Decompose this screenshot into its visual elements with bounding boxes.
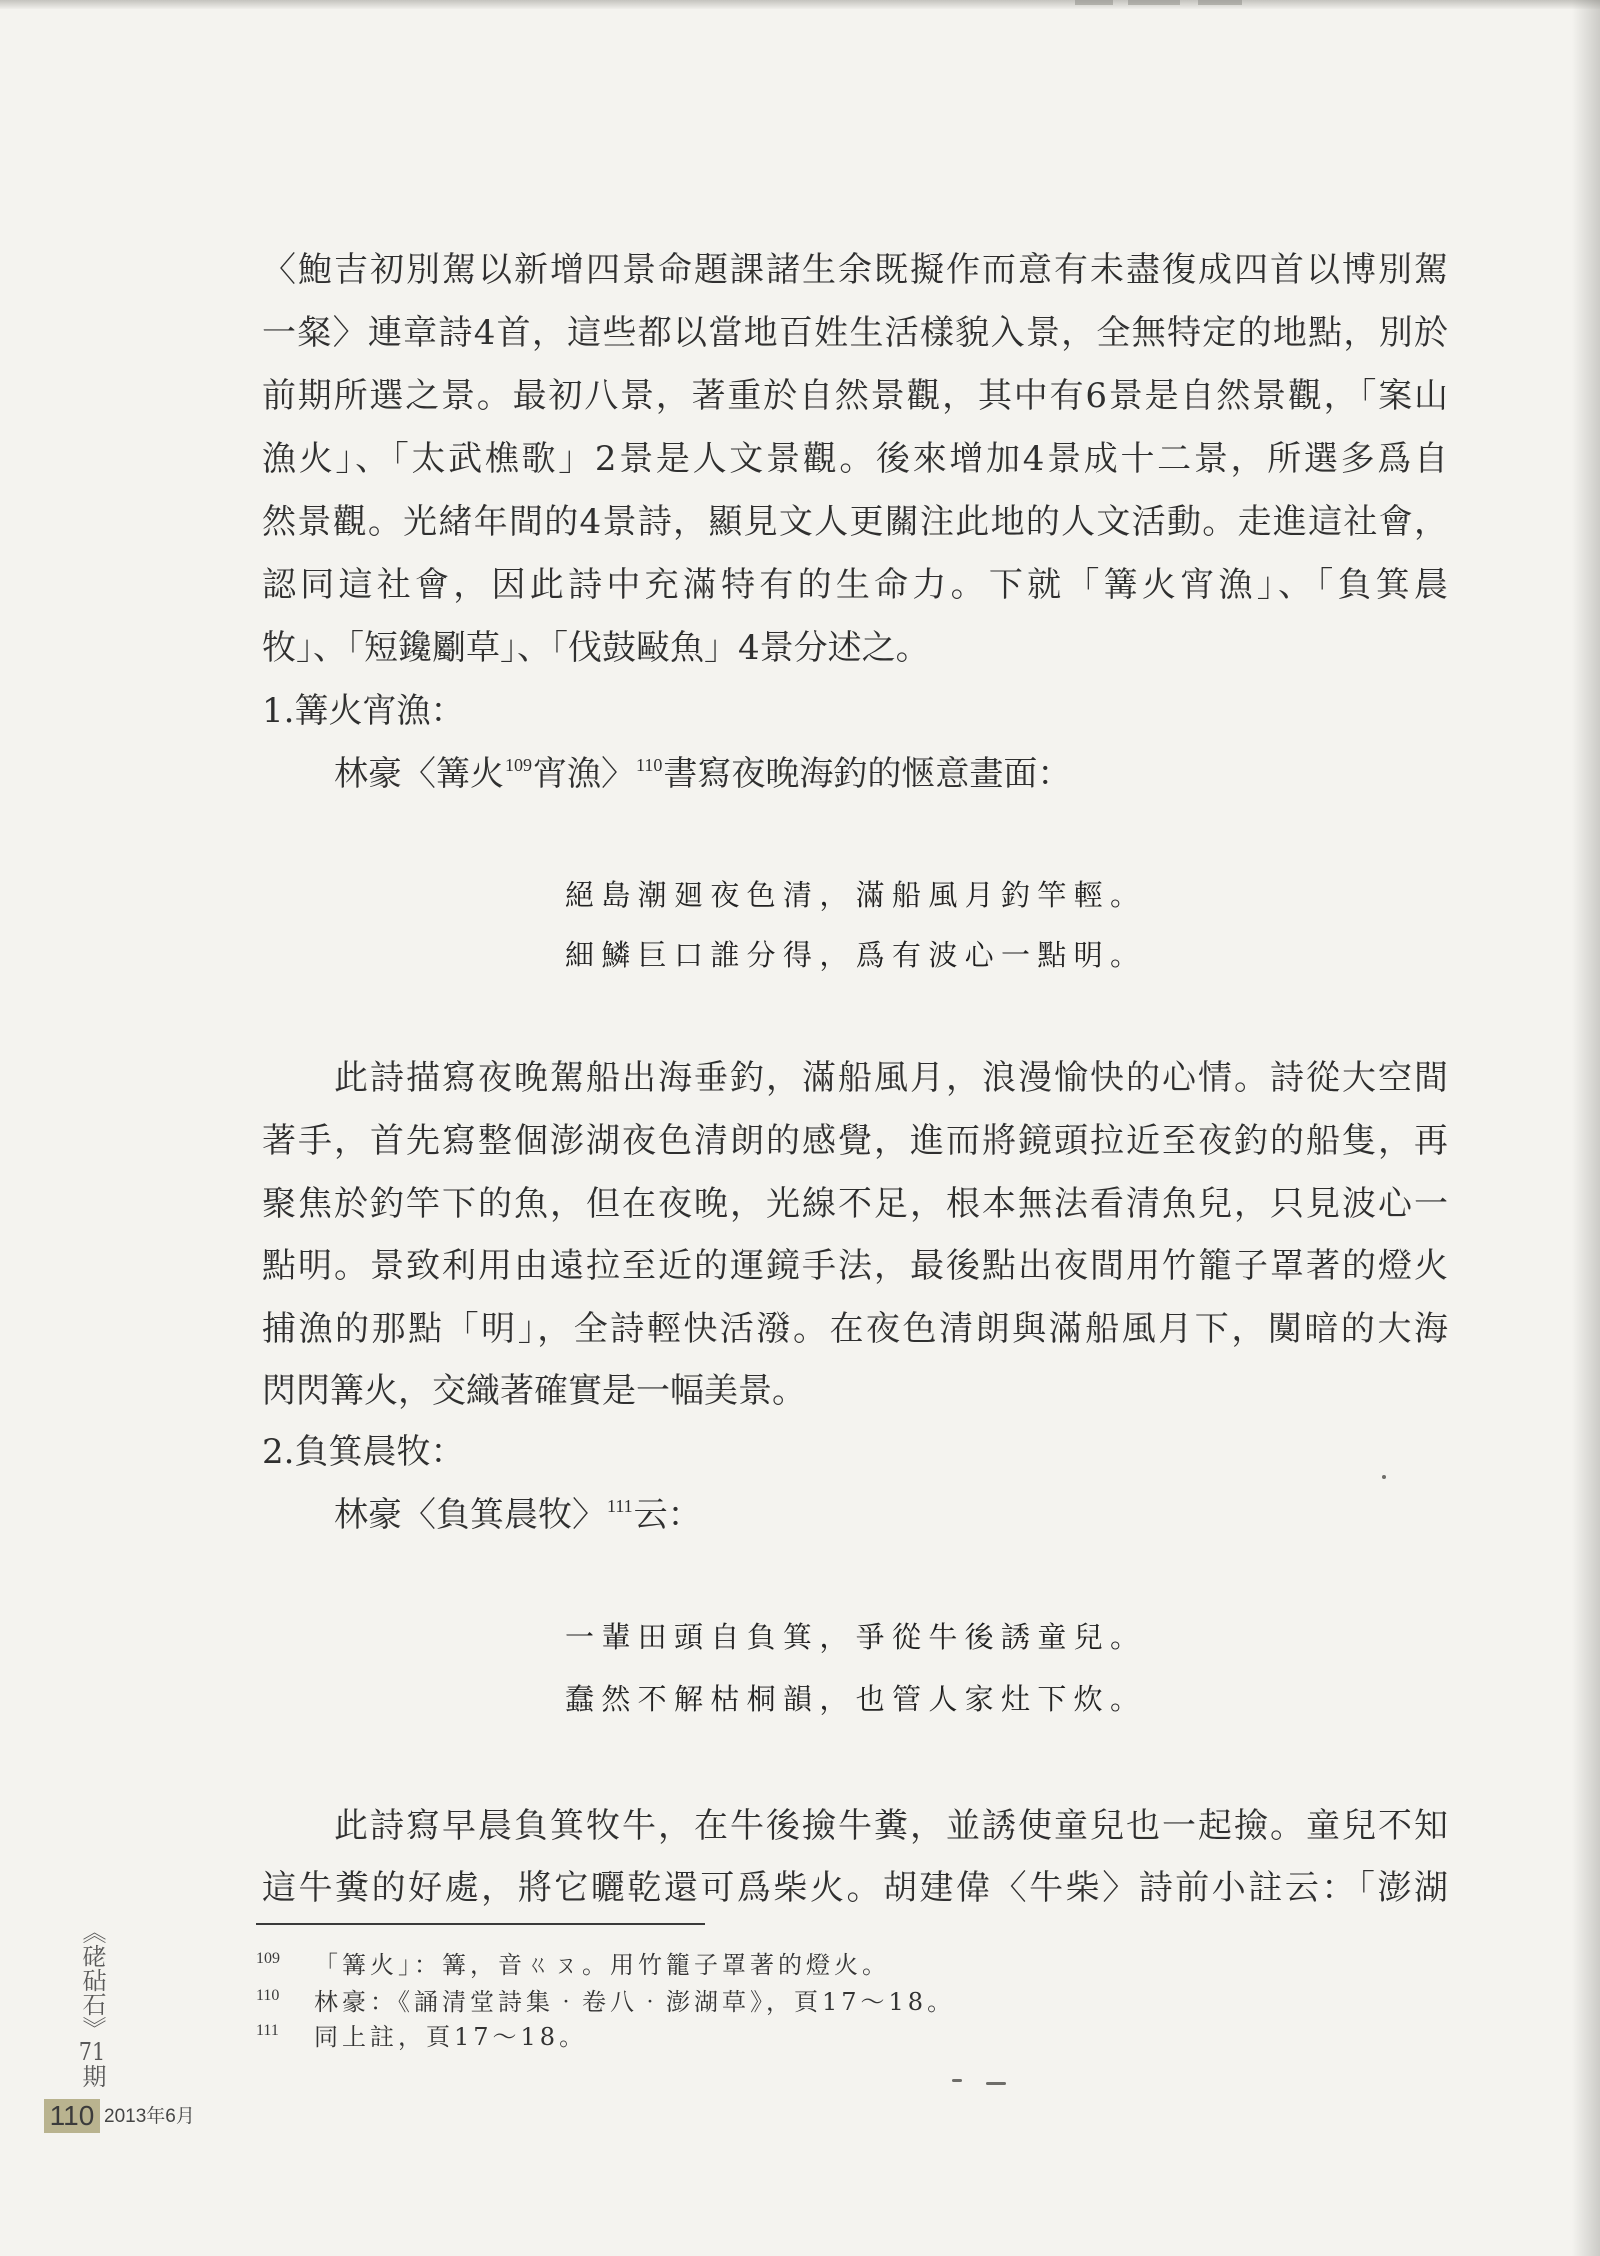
poem-line: 細鱗巨口誰分得，爲有波心一點明。 <box>565 938 1139 972</box>
poem-line: 蠢然不解枯桐韻，也管人家灶下炊。 <box>565 1682 1139 1716</box>
footnote-ref: 110 <box>636 755 663 775</box>
paragraph-1-line: 漁火」、「太武樵歌」2景是人文景觀。後來增加4景成十二景，所選多爲自 <box>262 439 1448 479</box>
scan-bleed-mark <box>1128 0 1180 5</box>
scan-speck <box>952 2079 962 2082</box>
paragraph-2-line: 此詩描寫夜晚駕船出海垂釣，滿船風月，浪漫愉快的心情。詩從大空間 <box>334 1058 1448 1098</box>
footnote <box>256 1949 1446 1981</box>
journal-title-vertical <box>79 1920 105 2100</box>
footnote-number: 109 <box>256 1950 280 1967</box>
journal-name: 《硓砧石》 <box>78 1920 106 2040</box>
footnote-ref: 111 <box>607 1496 633 1516</box>
poem-line: 一輩田頭自負箕，爭從牛後誘童兒。 <box>565 1620 1139 1654</box>
footnote-separator <box>256 1923 705 1925</box>
paragraph-3-line: 此詩寫早晨負箕牧牛，在牛後撿牛糞，並誘使童兒也一起撿。童兒不知 <box>334 1806 1448 1846</box>
paragraph-1-line: 認同這社會，因此詩中充滿特有的生命力。下就「篝火宵漁」、「負箕晨 <box>262 565 1448 605</box>
footnote-text: 「篝火」：篝，音ㄍㄡ。用竹籠子罩著的燈火。 <box>314 1951 890 1979</box>
section-heading: 2.負箕晨牧： <box>262 1432 465 1472</box>
paragraph-2-line: 著手，首先寫整個澎湖夜色清朗的感覺，進而將鏡頭拉近至夜釣的船隻，再 <box>262 1121 1448 1161</box>
section-heading: 1.篝火宵漁： <box>262 691 465 731</box>
footnote <box>256 2021 1446 2053</box>
intro-text: 書寫夜晚海釣的愜意畫面： <box>663 754 1072 794</box>
paragraph-1-line: 牧」、「短鑱劚草」、「伐鼓敺魚」4景分述之。 <box>262 628 930 668</box>
intro-text: 宵漁〉 <box>533 754 635 794</box>
paragraph-3-line: 這牛糞的好處，將它曬乾還可爲柴火。胡建偉〈牛柴〉詩前小註云：「澎湖 <box>262 1868 1448 1908</box>
footnote-text: 同上註，頁17～18。 <box>314 2023 588 2051</box>
section-intro-line <box>334 1492 1448 1538</box>
issue-number: 71 <box>78 2040 106 2064</box>
footnote-text: 林豪：《誦清堂詩集‧卷八‧澎湖草》，頁17～18。 <box>314 1988 956 2016</box>
scan-top-edge <box>0 0 1600 9</box>
scan-speck <box>1382 1475 1386 1479</box>
issue-suffix: 期 <box>78 2064 106 2088</box>
paragraph-2-line: 點明。景致利用由遠拉至近的運鏡手法，最後點出夜間用竹籠子罩著的燈火 <box>262 1246 1448 1286</box>
section-intro-line <box>334 751 1448 797</box>
footnote-number: 110 <box>256 1987 280 2004</box>
paragraph-1-line: 一粲〉連章詩4首，這些都以當地百姓生活樣貌入景，全無特定的地點，別於 <box>262 313 1448 353</box>
scan-edge-shadow <box>1572 0 1600 2256</box>
footnote <box>256 1986 1446 2018</box>
paragraph-2-line: 捕漁的那點「明」，全詩輕快活潑。在夜色清朗與滿船風月下，闃暗的大海 <box>262 1309 1448 1349</box>
scan-bleed-mark <box>1198 0 1242 5</box>
issue-date: 2013年6月 <box>104 2106 195 2127</box>
page-number: 110 <box>44 2099 100 2133</box>
scan-bleed-mark <box>1075 0 1113 5</box>
paragraph-1-line: 前期所選之景。最初八景，著重於自然景觀，其中有6景是自然景觀，「案山 <box>262 376 1448 416</box>
paragraph-2-line: 聚焦於釣竿下的魚，但在夜晚，光線不足，根本無法看清魚兒，只見波心一 <box>262 1184 1448 1224</box>
paragraph-1-line: 然景觀。光緒年間的4景詩，顯見文人更關注此地的人文活動。走進這社會， <box>262 502 1448 542</box>
intro-text: 云： <box>633 1495 702 1535</box>
paragraph-1-line: 〈鮑吉初別駕以新增四景命題課諸生余既擬作而意有未盡復成四首以博別駕 <box>262 250 1448 290</box>
scan-speck <box>986 2082 1006 2085</box>
intro-text: 林豪〈篝火 <box>334 754 504 794</box>
poem-line: 絕島潮廻夜色清，滿船風月釣竿輕。 <box>565 878 1139 912</box>
intro-text: 林豪〈負箕晨牧〉 <box>334 1495 606 1535</box>
footnote-ref: 109 <box>505 755 532 775</box>
paragraph-2-line: 閃閃篝火，交織著確實是一幅美景。 <box>262 1371 806 1411</box>
footnote-number: 111 <box>256 2022 279 2039</box>
